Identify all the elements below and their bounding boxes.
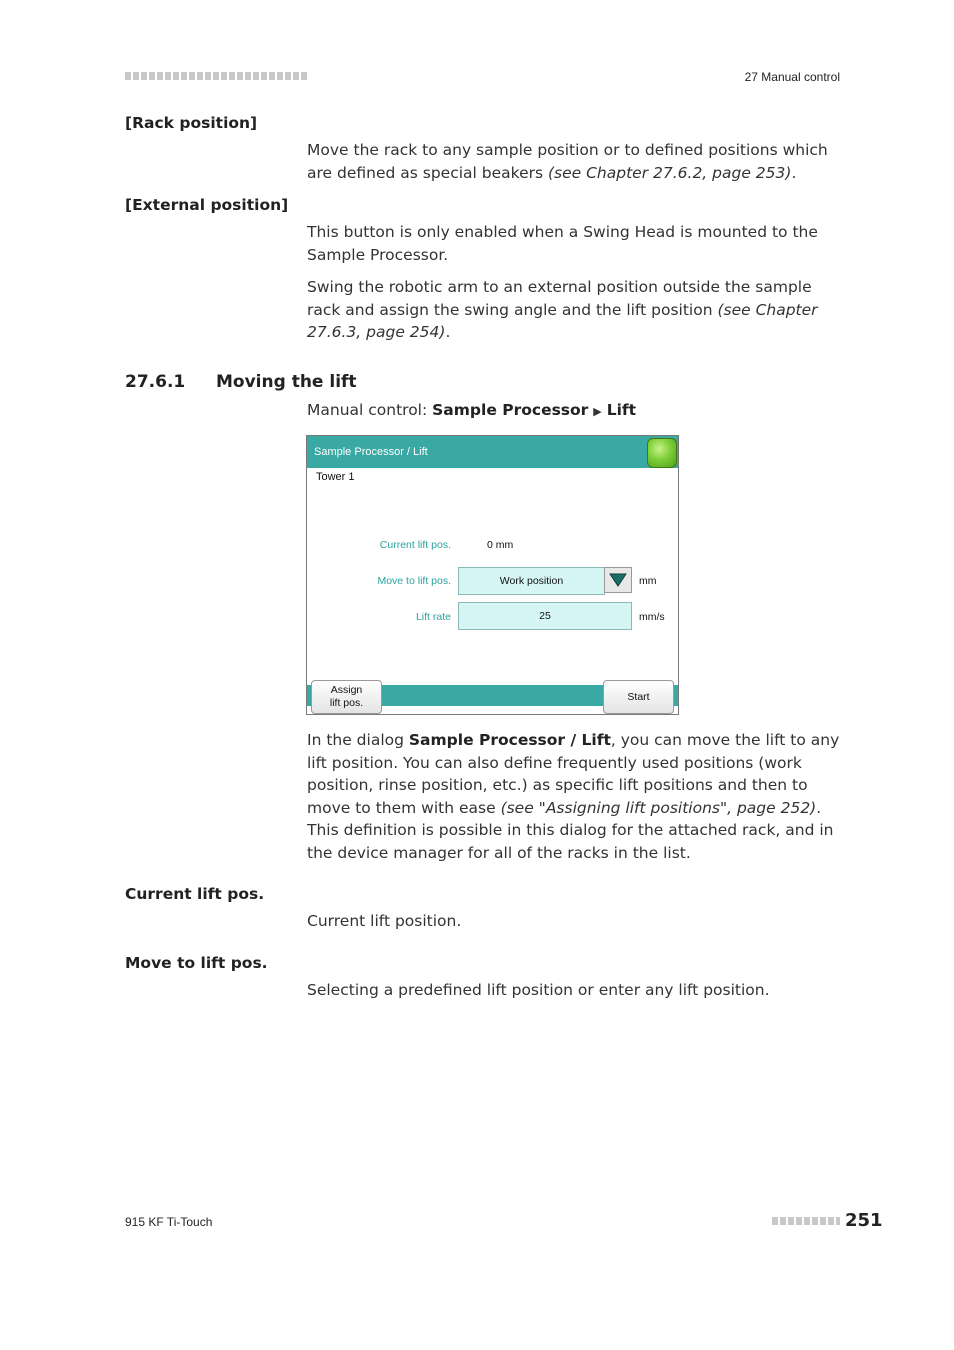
current-lift-value: 0 mm	[487, 539, 514, 551]
rack-position-ref: (see Chapter 27.6.2, page 253)	[547, 163, 792, 182]
running-header: 27 Manual control	[744, 70, 840, 84]
assigning-lift-ref: (see "Assigning lift positions", page 252)	[500, 798, 817, 817]
lift-rate-unit: mm/s	[639, 611, 665, 623]
status-indicator-icon[interactable]	[647, 438, 677, 468]
term-move-to-lift-pos: Move to lift pos.	[125, 954, 268, 972]
start-button[interactable]: Start	[603, 680, 674, 714]
page-number: 251	[845, 1210, 883, 1231]
section-heading: 27.6.1 Moving the lift	[125, 372, 357, 392]
assign-lift-pos-button[interactable]	[311, 680, 382, 714]
header-decoration	[125, 72, 307, 80]
move-lift-select[interactable]: Work position	[458, 567, 605, 595]
move-lift-unit: mm	[639, 575, 657, 587]
dropdown-button[interactable]	[604, 567, 632, 593]
current-lift-pos-description: Current lift position.	[307, 912, 462, 930]
lift-rate-label: Lift rate	[415, 611, 451, 623]
current-lift-label: Current lift pos.	[379, 539, 451, 551]
move-lift-label: Move to lift pos.	[377, 575, 451, 587]
assign-line1: Assign	[330, 684, 363, 696]
term-rack-position: [Rack position]	[125, 114, 258, 132]
dialog-description: In the dialog Sample Processor / Lift, you can move the lift to any lift position. You can also define frequently used positions (work position, rinse position, etc.) as specific lift positions and then to move to them with ease (see "Assigning lift positions", page 252). This definition is possible in this dialog for the attached rack, and in the device manager for all of the racks in the list.	[307, 731, 840, 862]
move-to-lift-pos-description: Selecting a predefined lift position or enter any lift position.	[307, 981, 770, 999]
assign-line2: lift pos.	[329, 697, 364, 709]
dialog-title: Sample Processor / Lift	[314, 446, 428, 458]
lift-rate-input[interactable]: 25	[458, 602, 632, 630]
external-position-ref: (see Chapter 27.6.3, page 254)	[307, 300, 818, 341]
term-current-lift-pos: Current lift pos.	[125, 885, 265, 903]
nav-path: Manual control: Sample Processor ▶ Lift	[307, 401, 637, 419]
external-position-p1: This button is only enabled when a Swing Head is mounted to the Sample Processor.	[307, 223, 818, 264]
term-external-position: [External position]	[125, 196, 289, 214]
external-position-p2: Swing the robotic arm to an external position outside the sample rack and assign the swing angle and the lift position (see Chapter 27.6.3, page 254).	[307, 278, 818, 341]
tower-label: Tower 1	[316, 471, 355, 483]
chevron-down-icon	[609, 572, 627, 588]
dialog-title-bar	[307, 436, 678, 468]
footer-product: 915 KF Ti-Touch	[125, 1215, 213, 1229]
footer-decoration	[772, 1217, 840, 1225]
rack-position-description: Move the rack to any sample position or to defined positions which are defined as special beakers (see Chapter 27.6.2, page 253).	[307, 141, 828, 182]
lift-dialog	[306, 435, 679, 715]
